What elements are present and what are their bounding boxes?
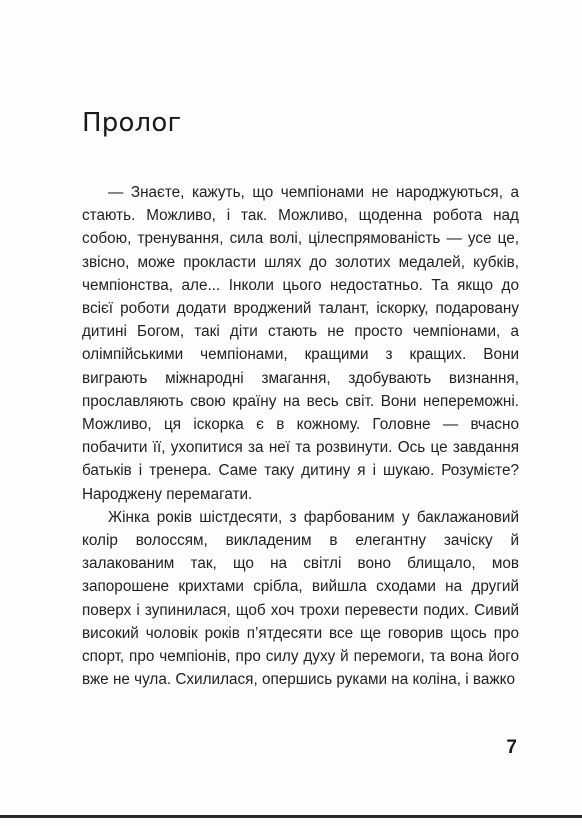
page-number: 7 bbox=[506, 737, 517, 758]
body-text bbox=[82, 181, 519, 691]
chapter-title: Пролог bbox=[82, 108, 182, 138]
paragraph-1: — Знаєте, кажуть, що чемпіонами не народжуються, а стають. Можливо, і так. Можливо, щоденна робота над собою, тренування, сила волі, цілеспрямованість — усе це, звісно, може прокласти шлях до золотих медалей, кубків, чемпіонства, але... Інколи цього недостатньо. Та якщо до всієї роботи додати вроджений талант, іскорку, подаровану дитині Богом, такі діти стають не просто чемпіонами, а олімпійськими чемпіонами, кращими з кращих. Вони виграють міжнародні змагання, здобувають визнання, прославляють свою країну на весь світ. Вони непереможні. Можливо, ця іскорка є в кожному. Головне — вчасно побачити її, ухопитися за неї та розвинути. Ось це завдання батьків і тренера. Саме таку дитину я і шукаю. Розумієте? Народжену перемагати. bbox=[82, 184, 519, 503]
bottom-divider bbox=[0, 815, 582, 818]
paragraph-2: Жінка років шістдесяти, з фарбованим у баклажановий колір волоссям, викладеним в елегантну зачіску й залакованим так, що на світлі воно блищало, мов запорошене крихтами срібла, вийшла сходами на другий поверх і зупинилася, щоб хоч трохи перевести подих. Сивий високий чоловік років п’ятдесяти все ще говорив щось про спорт, про чемпіонів, про силу духу й перемоги, та вона його вже не чула. Схилилася, опершись руками на коліна, і важко bbox=[82, 508, 519, 689]
